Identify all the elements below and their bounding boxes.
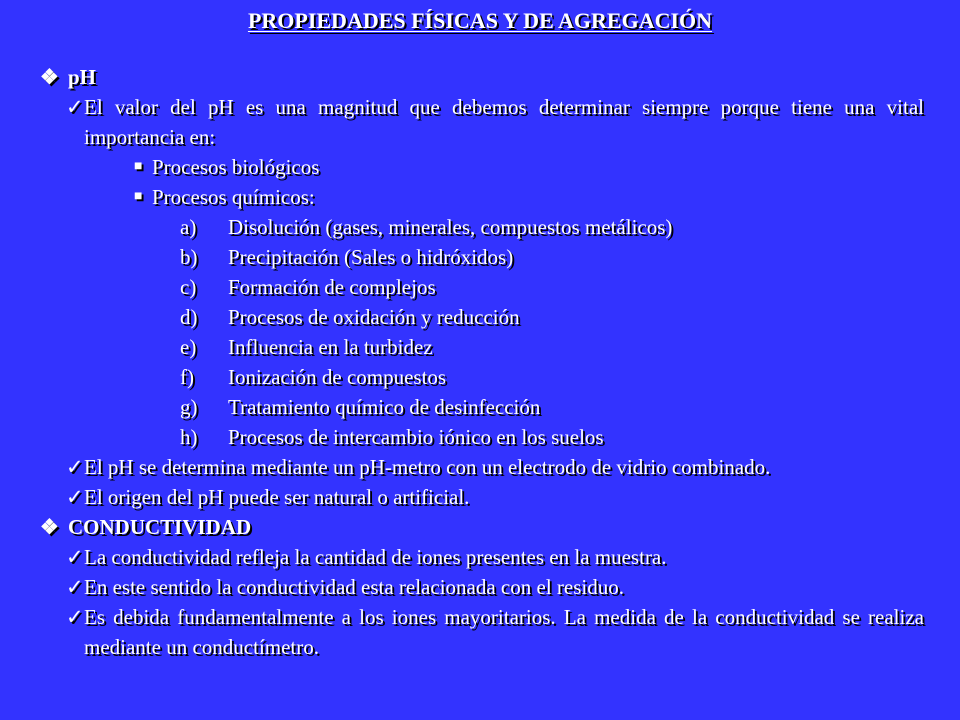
bullet-text: El origen del pH puede ser natural o artificial. — [84, 485, 470, 509]
list-marker: f) — [180, 365, 194, 389]
bullet-text: El pH se determina mediante un pH-metro con un electrodo de vidrio combinado. — [84, 455, 771, 479]
list-marker: b) — [180, 245, 198, 269]
list-marker: h) — [180, 425, 198, 449]
list-marker: g) — [180, 395, 198, 419]
diamond-bullet-icon: ❖ — [40, 515, 59, 539]
bullet-text: El valor del pH es una magnitud que debemos determinar siempre porque tiene una vital importancia en: — [84, 95, 924, 149]
list-item-text: Disolución (gases, minerales, compuestos metálicos) — [228, 215, 673, 239]
checkmark-icon: ✓ — [66, 95, 84, 119]
list-item — [0, 272, 960, 302]
list-marker: e) — [180, 335, 197, 359]
sub-bullet-text: Procesos químicos: — [152, 185, 315, 209]
ph-bullet-1 — [0, 92, 960, 152]
section-conductividad — [0, 512, 960, 542]
conductividad-bullet-1 — [0, 542, 960, 572]
list-item-text: Precipitación (Sales o hidróxidos) — [228, 245, 514, 269]
section-heading-conductividad: CONDUCTIVIDAD — [68, 515, 252, 539]
ph-sub-bullet-2 — [0, 182, 960, 212]
checkmark-icon: ✓ — [66, 545, 84, 569]
slide-content — [0, 62, 960, 662]
bullet-text: En este sentido la conductividad esta relacionada con el residuo. — [84, 575, 624, 599]
bullet-text: Es debida fundamentalmente a los iones mayoritarios. La medida de la conductividad se realiza mediante un conductímetro. — [84, 605, 924, 659]
list-item-text: Influencia en la turbidez — [228, 335, 433, 359]
checkmark-icon: ✓ — [66, 485, 84, 509]
diamond-bullet-icon: ❖ — [40, 65, 59, 89]
list-item-text: Tratamiento químico de desinfección — [228, 395, 541, 419]
list-item-text: Procesos de intercambio iónico en los suelos — [228, 425, 604, 449]
list-item — [0, 362, 960, 392]
ph-bullet-2 — [0, 452, 960, 482]
checkmark-icon: ✓ — [66, 575, 84, 599]
section-heading-ph: pH — [68, 65, 97, 89]
bullet-text: La conductividad refleja la cantidad de iones presentes en la muestra. — [84, 545, 667, 569]
section-ph — [0, 62, 960, 92]
checkmark-icon: ✓ — [66, 455, 84, 479]
list-item — [0, 212, 960, 242]
conductividad-bullet-3 — [0, 602, 960, 662]
list-item-text: Formación de complejos — [228, 275, 436, 299]
list-item — [0, 332, 960, 362]
square-bullet-icon: ■ — [134, 159, 143, 174]
ph-bullet-3 — [0, 482, 960, 512]
list-item-text: Procesos de oxidación y reducción — [228, 305, 520, 329]
list-marker: c) — [180, 275, 197, 299]
ph-sub-bullet-1 — [0, 152, 960, 182]
list-item — [0, 422, 960, 452]
list-marker: d) — [180, 305, 198, 329]
list-item — [0, 392, 960, 422]
list-item — [0, 242, 960, 272]
sub-bullet-text: Procesos biológicos — [152, 155, 320, 179]
checkmark-icon: ✓ — [66, 605, 84, 629]
conductividad-bullet-2 — [0, 572, 960, 602]
list-item — [0, 302, 960, 332]
square-bullet-icon: ■ — [134, 189, 143, 204]
slide-title: PROPIEDADES FÍSICAS Y DE AGREGACIÓN — [247, 8, 713, 33]
list-marker: a) — [180, 215, 197, 239]
list-item-text: Ionización de compuestos — [228, 365, 447, 389]
